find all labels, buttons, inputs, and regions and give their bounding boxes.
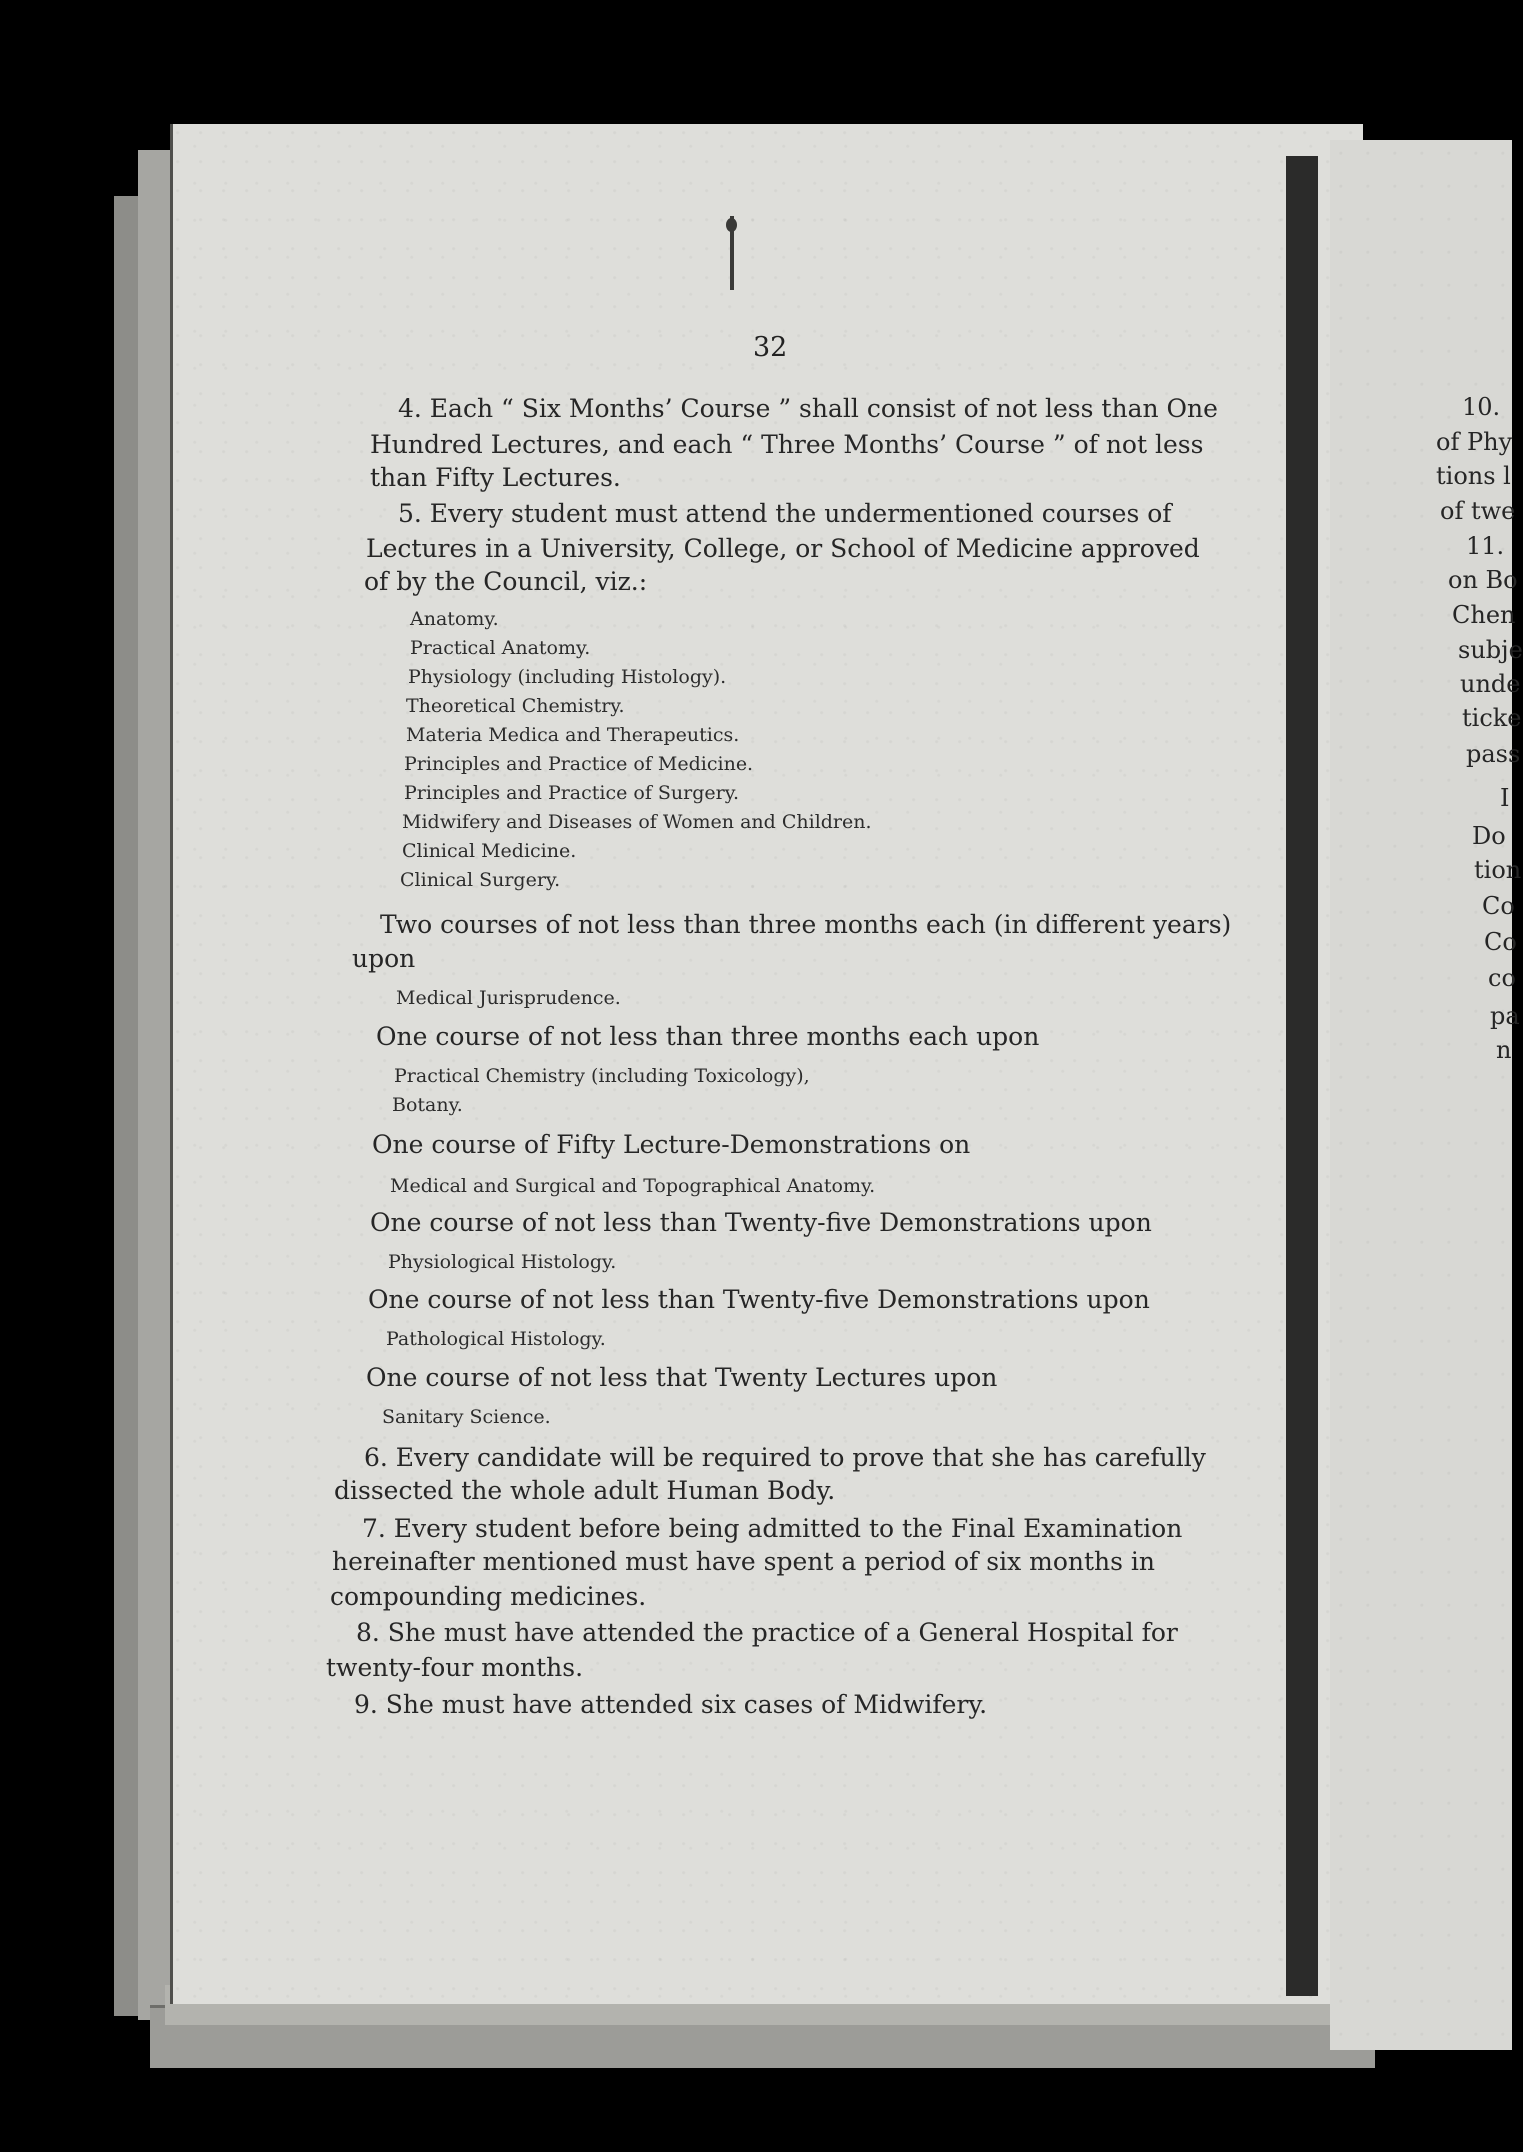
right-page-fragment: Co <box>1484 928 1517 956</box>
para-5-line-2: Lectures in a University, College, or School of Medicine approved <box>366 534 1200 563</box>
right-page-fragment: n <box>1496 1036 1512 1064</box>
fifty-lectures-line: One course of Fifty Lecture-Demonstrations on <box>372 1130 971 1159</box>
para-9-line: 9. She must have attended six cases of Midwifery. <box>354 1690 988 1719</box>
para-6-line-1: 6. Every candidate will be required to prove that she has carefully <box>364 1443 1206 1472</box>
sanitary-science-item: Sanitary Science. <box>382 1406 551 1428</box>
right-page-fragment: tion <box>1474 856 1522 884</box>
para-7-line-2: hereinafter mentioned must have spent a period of six months in <box>332 1547 1155 1576</box>
para-5-line-1: 5. Every student must attend the undermentioned courses of <box>398 499 1172 528</box>
para-7-line-1: 7. Every student before being admitted to the Final Examination <box>362 1514 1183 1543</box>
physiological-histology-item: Physiological Histology. <box>388 1251 617 1273</box>
subject-item: Clinical Surgery. <box>400 869 561 891</box>
one-course-three-months: One course of not less than three months each upon <box>376 1022 1040 1051</box>
right-page-fragment: pass <box>1466 740 1521 768</box>
subject-item: Midwifery and Diseases of Women and Children. <box>402 811 872 833</box>
subject-item: Practical Anatomy. <box>410 637 591 659</box>
subject-item: Clinical Medicine. <box>402 840 577 862</box>
twentyfive-demonstrations-1: One course of not less than Twenty-five Demonstrations upon <box>370 1208 1152 1237</box>
two-courses-line-1: Two courses of not less than three months each (in different years) <box>380 910 1232 939</box>
subject-item: Anatomy. <box>410 608 499 630</box>
twenty-lectures-line: One course of not less that Twenty Lectures upon <box>366 1363 998 1392</box>
para-5-line-3: of by the Council, viz.: <box>364 567 648 596</box>
two-courses-line-2: upon <box>352 944 416 973</box>
right-page-fragment: 11. <box>1466 532 1505 560</box>
subject-item: Principles and Practice of Surgery. <box>404 782 739 804</box>
right-page-fragment: of twe <box>1440 497 1516 525</box>
botany-item: Botany. <box>392 1094 463 1116</box>
para-7-line-3: compounding medicines. <box>330 1582 647 1611</box>
right-page-fragment: subje <box>1458 636 1523 664</box>
right-page-fragment: co <box>1488 964 1516 992</box>
para-8-line-1: 8. She must have attended the practice of a General Hospital for <box>356 1618 1178 1647</box>
twentyfive-demonstrations-2: One course of not less than Twenty-five Demonstrations upon <box>368 1285 1150 1314</box>
subject-item: Materia Medica and Therapeutics. <box>406 724 740 746</box>
right-page-fragment: Do <box>1472 822 1506 850</box>
right-page-fragment: tions l <box>1436 462 1511 490</box>
chemistry-item: Practical Chemistry (including Toxicology), <box>394 1065 810 1087</box>
para-4-line-3: than Fifty Lectures. <box>370 463 621 492</box>
right-page-fragment: pa <box>1490 1002 1520 1030</box>
right-page-fragment: ticke <box>1462 704 1522 732</box>
right-page-fragment: I <box>1500 784 1510 812</box>
para-4-line-2: Hundred Lectures, and each “ Three Months’ Course ” of not less <box>370 430 1204 459</box>
right-page-fragment: unde <box>1460 670 1521 698</box>
right-page-fragment: on Bo <box>1448 566 1518 594</box>
subject-item: Principles and Practice of Medicine. <box>404 753 754 775</box>
right-page-fragment: Chen <box>1452 601 1516 629</box>
para-4-line-1: 4. Each “ Six Months’ Course ” shall consist of not less than One <box>398 394 1218 423</box>
subject-item: Theoretical Chemistry. <box>406 695 625 717</box>
jurisprudence-item: Medical Jurisprudence. <box>396 987 621 1009</box>
right-page-fragment: 10. <box>1462 393 1501 421</box>
para-6-line-2: dissected the whole adult Human Body. <box>334 1476 836 1505</box>
page-number: 32 <box>753 332 788 363</box>
pathological-histology-item: Pathological Histology. <box>386 1328 606 1350</box>
right-page-fragment: of Phy <box>1436 428 1513 456</box>
anatomy-topographical-item: Medical and Surgical and Topographical Anatomy. <box>390 1175 876 1197</box>
subject-item: Physiology (including Histology). <box>408 666 727 688</box>
right-page-fragment: Co <box>1482 892 1515 920</box>
para-8-line-2: twenty-four months. <box>326 1653 584 1682</box>
